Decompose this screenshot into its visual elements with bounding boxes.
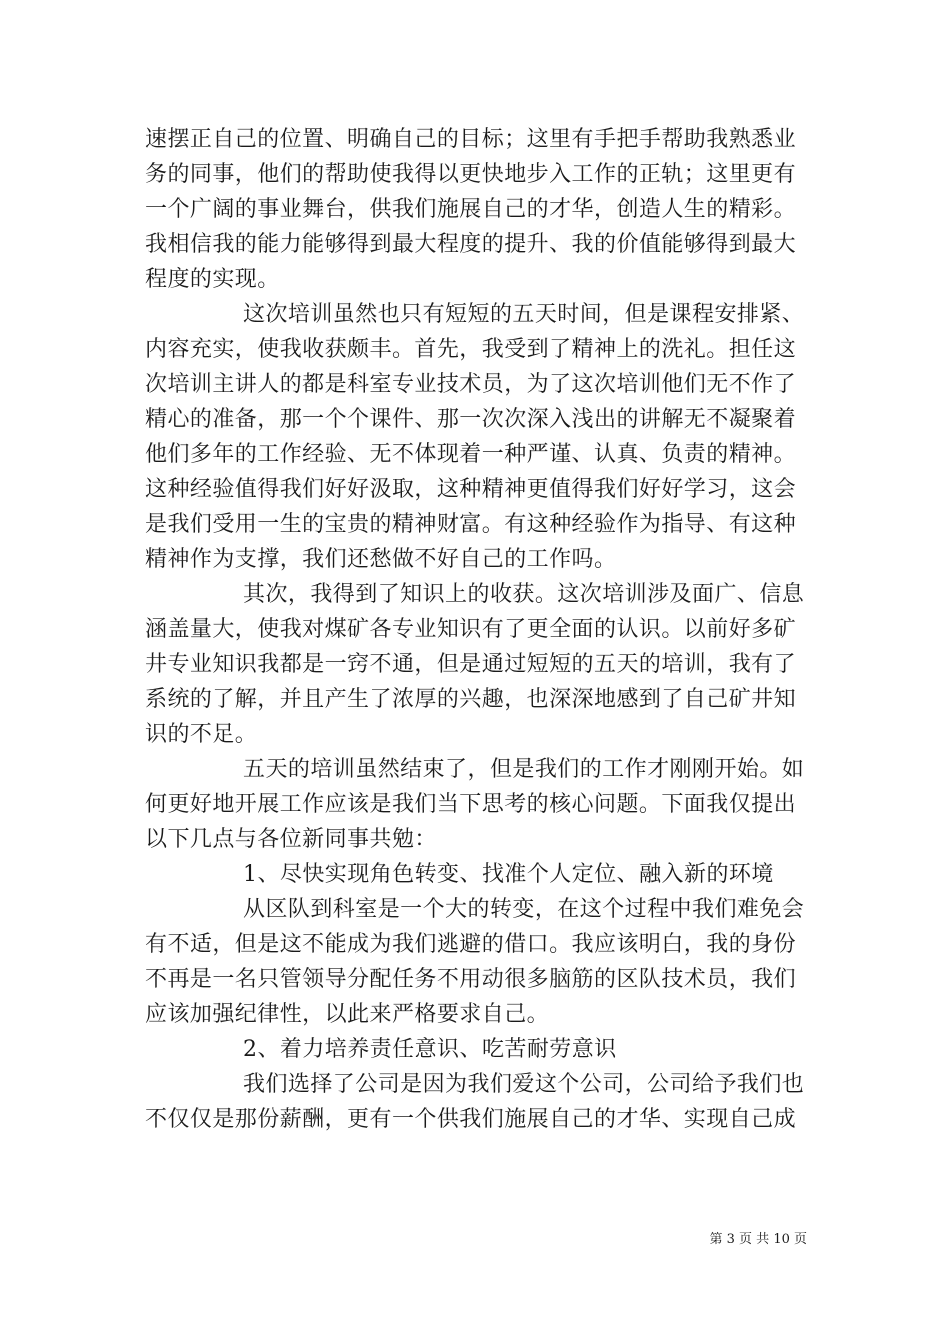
paragraph-first-line: 我们选择了公司是因为我们爱这个公司，公司给予我们也	[243, 1072, 805, 1097]
text-line: 不再是一名只管领导分配任务不用动很多脑筋的区队技术员，我们	[145, 967, 797, 992]
text-line: 我相信我的能力能够得到最大程度的提升、我的价值能够得到最大	[145, 232, 797, 257]
text-line: 不仅仅是那份薪酬，更有一个供我们施展自己的才华、实现自己成	[145, 1107, 797, 1132]
text-line: 识的不足。	[145, 722, 258, 747]
page-number: 第 3 页 共 10 页	[709, 1232, 807, 1247]
text-line: 有不适，但是这不能成为我们逃避的借口。我应该明白，我的身份	[145, 932, 797, 957]
text-line: 速摆正自己的位置、明确自己的目标；这里有手把手帮助我熟悉业	[145, 127, 797, 152]
text-line: 务的同事，他们的帮助使我得以更快地步入工作的正轨；这里更有	[145, 162, 797, 187]
text-line: 应该加强纪律性，以此来严格要求自己。	[145, 1002, 550, 1027]
text-line: 涵盖量大，使我对煤矿各专业知识有了更全面的认识。以前好多矿	[145, 617, 797, 642]
paragraph-first-line: 从区队到科室是一个大的转变，在这个过程中我们难免会	[243, 897, 805, 922]
text-line: 内容充实，使我收获颇丰。首先，我受到了精神上的洗礼。担任这	[145, 337, 797, 362]
text-line: 井专业知识我都是一窍不通，但是通过短短的五天的培训，我有了	[145, 652, 797, 677]
text-line: 精神作为支撑，我们还愁做不好自己的工作吗。	[145, 547, 617, 572]
text-line: 他们多年的工作经验、无不体现着一种严谨、认真、负责的精神。	[145, 442, 797, 467]
paragraph-first-line: 其次，我得到了知识上的收获。这次培训涉及面广、信息	[243, 582, 805, 607]
section-heading-2: 2、着力培养责任意识、吃苦耐劳意识	[243, 1037, 617, 1062]
text-line: 一个广阔的事业舞台，供我们施展自己的才华，创造人生的精彩。	[145, 197, 797, 222]
paragraph-first-line: 五天的培训虽然结束了，但是我们的工作才刚刚开始。如	[243, 757, 805, 782]
text-line: 精心的准备，那一个个课件、那一次次深入浅出的讲解无不凝聚着	[145, 407, 797, 432]
text-line: 这种经验值得我们好好汲取，这种精神更值得我们好好学习，这会	[145, 477, 797, 502]
text-line: 系统的了解，并且产生了浓厚的兴趣，也深深地感到了自己矿井知	[145, 687, 797, 712]
text-line: 程度的实现。	[145, 267, 280, 292]
text-line: 是我们受用一生的宝贵的精神财富。有这种经验作为指导、有这种	[145, 512, 797, 537]
text-line: 以下几点与各位新同事共勉：	[145, 827, 437, 852]
text-line: 次培训主讲人的都是科室专业技术员，为了这次培训他们无不作了	[145, 372, 797, 397]
text-line: 何更好地开展工作应该是我们当下思考的核心问题。下面我仅提出	[145, 792, 797, 817]
paragraph-first-line: 这次培训虽然也只有短短的五天时间，但是课程安排紧、	[243, 302, 805, 327]
section-heading-1: 1、尽快实现角色转变、找准个人定位、融入新的环境	[243, 862, 774, 887]
